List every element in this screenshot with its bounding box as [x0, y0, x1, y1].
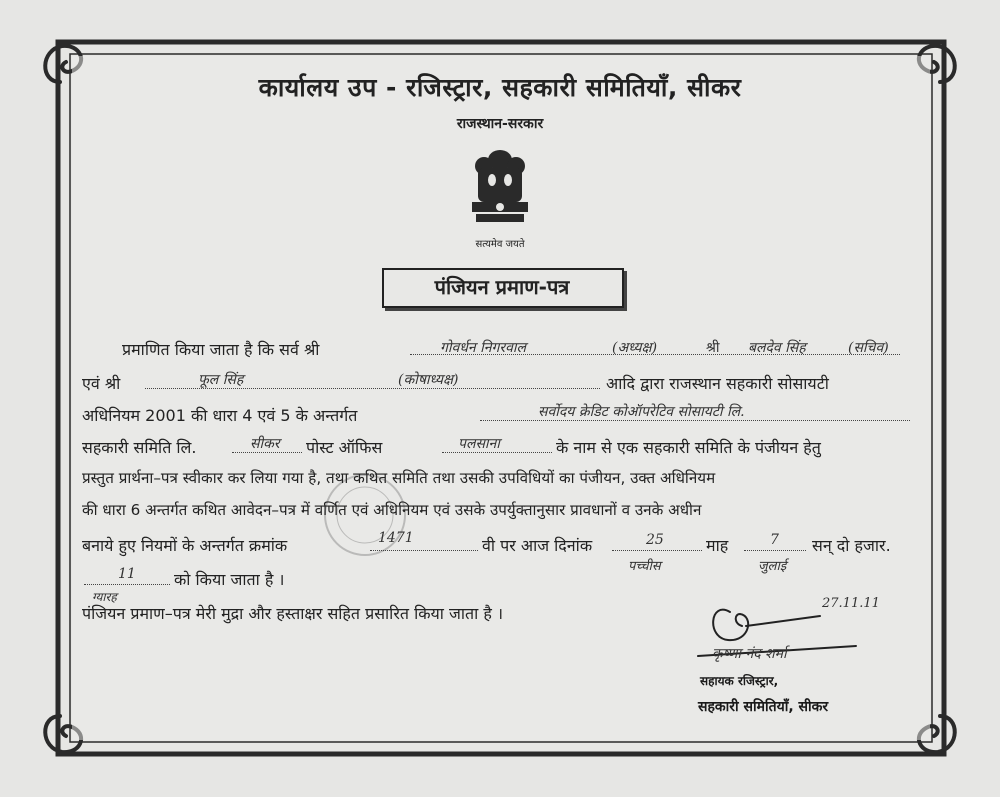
body-line-7d: सन् दो हजार. [812, 536, 891, 555]
handwritten-year-words: ग्यारह [92, 590, 117, 604]
handwritten-name-3: फूल सिंह [198, 372, 244, 388]
designation: सहायक रजिस्ट्रार, [700, 674, 779, 688]
handwritten-role-1: (अध्यक्ष) [612, 340, 658, 356]
handwritten-role-2: (सचिव) [848, 340, 889, 356]
body-line-3a: अधिनियम 2001 की धारा 4 एवं 5 के अन्तर्गत [82, 406, 358, 425]
government-label: राजस्थान-सरकार [456, 116, 544, 132]
body-line-8b: को किया जाता है । [174, 570, 285, 589]
body-line-4b: पोस्ट ऑफिस [306, 438, 383, 457]
body-line-4c: के नाम से एक सहकारी समिति के पंजीयन हेतु [556, 438, 821, 457]
handwritten-year: 11 [118, 566, 136, 582]
handwritten-reg-number: 1471 [378, 530, 414, 546]
ashoka-emblem-icon [462, 140, 538, 236]
body-line-2a: एवं श्री [82, 374, 121, 393]
body-line-7b: वी पर आज दिनांक [482, 536, 593, 555]
handwritten-name-2: बलदेव सिंह [748, 340, 806, 356]
handwritten-name-1: गोवर्धन निगरवाल [440, 340, 527, 356]
office-title: कार्यालय उप - रजिस्ट्रार, सहकारी समितियाँ, सीकर [258, 73, 742, 102]
fill-line [612, 550, 702, 551]
body-line-5: प्रस्तुत प्रार्थना–पत्र स्वीकार कर लिया गया है, तथा कथित समिति तथा उसकी उपविधियों का पंजीयन, उक्त अधिनियम [82, 469, 716, 487]
body-line-7a: बनाये हुए नियमों के अन्तर्गत क्रमांक [82, 536, 288, 555]
handwritten-post-office: पलसाना [458, 436, 500, 452]
handwritten-month: 7 [770, 532, 779, 548]
body-line-9: पंजियन प्रमाण–पत्र मेरी मुद्रा और हस्ताक्षर सहित प्रसारित किया जाता है । [82, 604, 504, 623]
certificate-title: पंजियन प्रमाण-पत्र [434, 275, 570, 299]
handwritten-day: 25 [646, 532, 664, 548]
handwritten-signatory-name: कृष्णा नंद शर्मा [712, 646, 787, 662]
motto: सत्यमेव जयते [475, 239, 525, 250]
fill-line [84, 584, 170, 585]
handwritten-place: सीकर [250, 436, 280, 452]
shri-label: श्री [706, 340, 720, 356]
handwritten-signed-date: 27.11.11 [822, 596, 880, 611]
body-line-4a: सहकारी समिति लि. [82, 438, 197, 457]
faded-seal-icon [320, 470, 410, 560]
body-line-6: की धारा 6 अन्तर्गत कथित आवेदन–पत्र में वर्णित एवं अधिनियम एवं उसके उपर्युक्तानुसार प्रावधानों व उनके अधीन [82, 501, 702, 519]
signatory-office: सहकारी समितियाँ, सीकर [698, 699, 829, 715]
body-line-2b: आदि द्वारा राजस्थान सहकारी सोसायटी [606, 374, 829, 393]
handwritten-day-words: पच्चीस [628, 559, 661, 574]
handwritten-role-3: (कोषाध्यक्ष) [398, 372, 459, 388]
body-line-7c: माह [706, 536, 729, 555]
handwritten-society-name: सर्वोदय क्रेडिट कोऑपरेटिव सोसायटी लि. [538, 404, 745, 420]
fill-line [744, 550, 806, 551]
body-line-1a: प्रमाणित किया जाता है कि सर्व श्री [122, 340, 320, 359]
handwritten-month-words: जुलाई [758, 559, 787, 574]
